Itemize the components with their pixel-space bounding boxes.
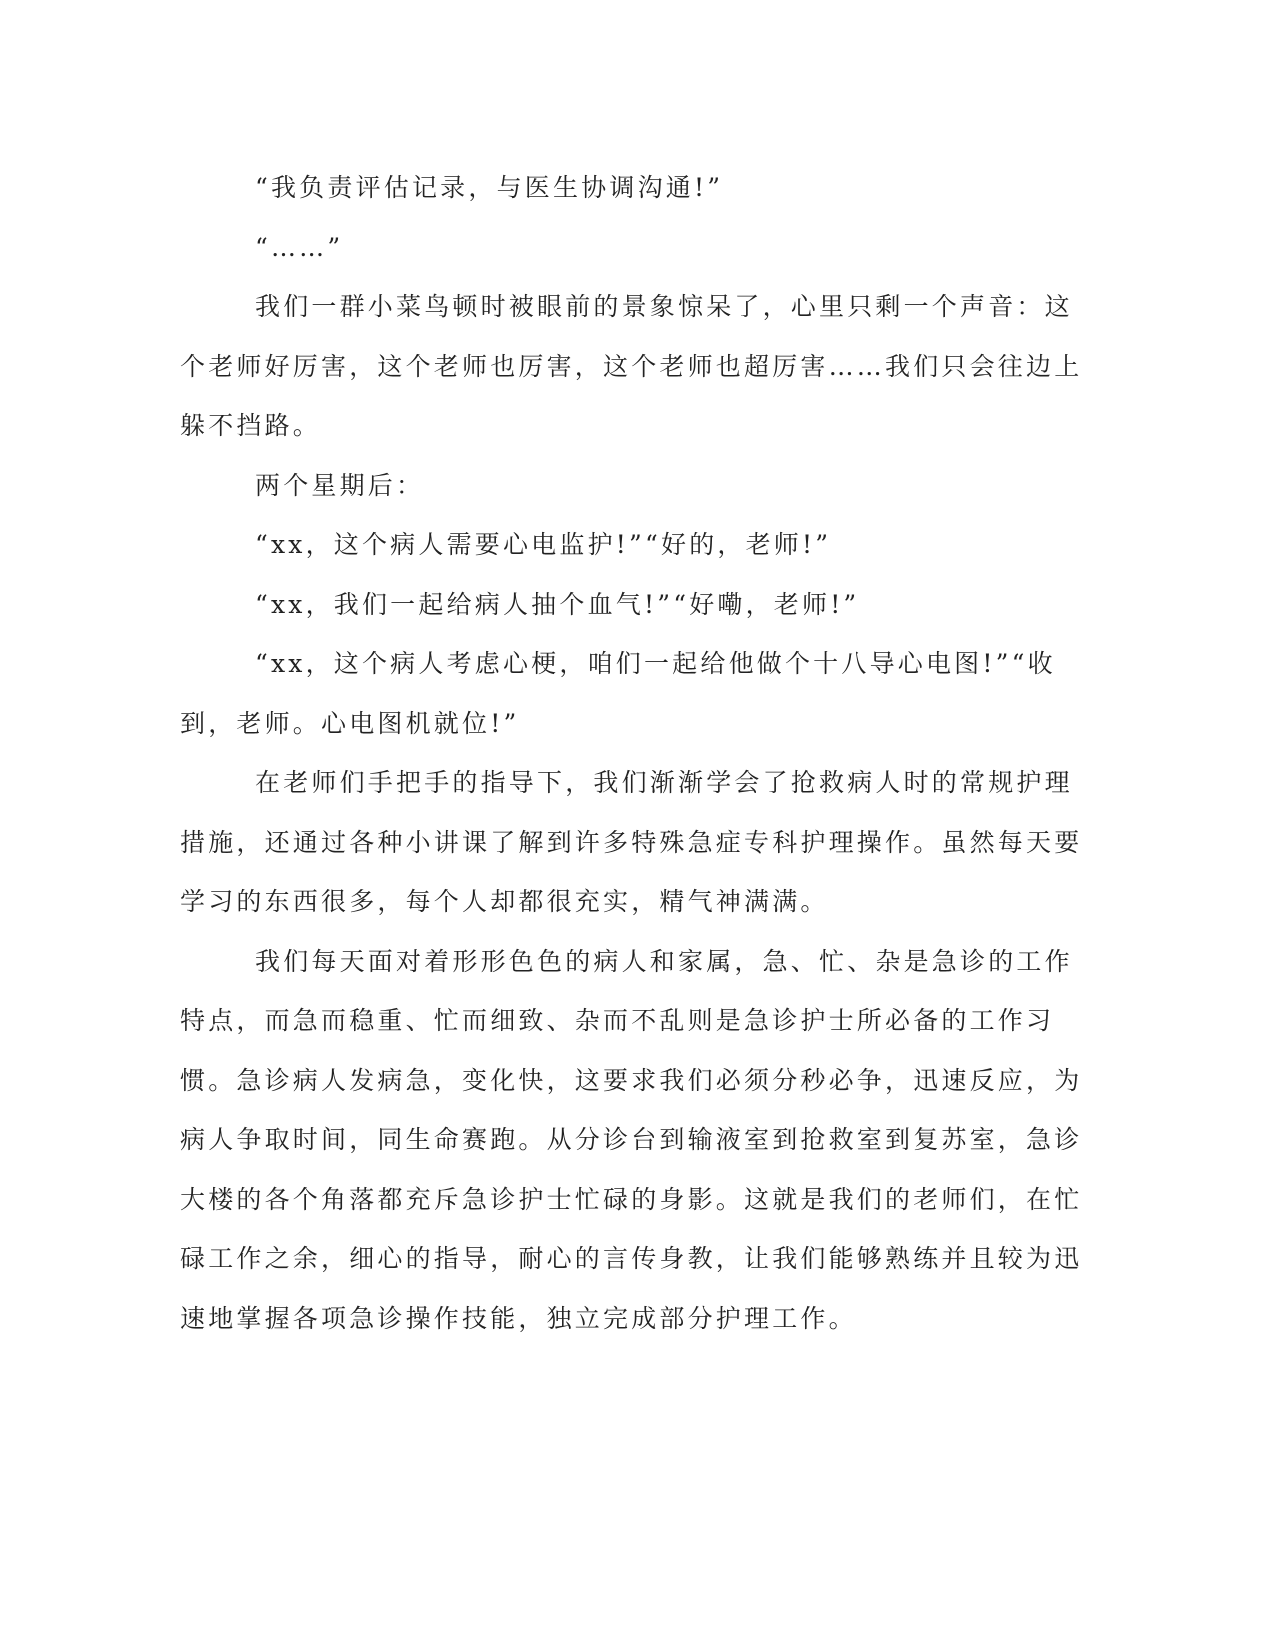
paragraph-emergency-work: 我们每天面对着形形色色的病人和家属，急、忙、杂是急诊的工作特点，而急而稳重、忙而细致、杂而不乱则是急诊护士所必备的工作习惯。急诊病人发病急，变化快，这要求我们必须分秒必争，迅速反应，为病人争取时间，同生命赛跑。从分诊台到输液室到抢救室到复苏室，急诊大楼的各个角落都充斥急诊护士忙碌的身影。这就是我们的老师们，在忙碌工作之余，细心的指导，耐心的言传身教，让我们能够熟练并且较为迅速地掌握各项急诊操作技能，独立完成部分护理工作。 bbox=[180, 946, 1083, 1333]
document-body bbox=[180, 158, 1100, 1348]
paragraph-teacher-guidance: 在老师们手把手的指导下，我们渐渐学会了抢救病人时的常规护理措施，还通过各种小讲课了解到许多特殊急症专科护理操作。虽然每天要学习的东西很多，每个人却都很充实，精气神满满。 bbox=[180, 768, 1083, 916]
paragraph-two-weeks-later: 两个星期后： bbox=[255, 470, 425, 500]
paragraph-quote-assessment: “我负责评估记录，与医生协调沟通!” bbox=[255, 173, 724, 202]
paragraph-dialogue-ecg-monitor: “xx，这个病人需要心电监护!”“好的，老师!” bbox=[255, 530, 832, 559]
paragraph-quote-ellipsis: “……” bbox=[255, 232, 344, 262]
paragraph-dialogue-18-lead-ecg: “xx，这个病人考虑心梗，咱们一起给他做个十八导心电图!”“收到，老师。心电图机就位!” bbox=[180, 649, 1056, 738]
paragraph-newbies-amazed: 我们一群小菜鸟顿时被眼前的景象惊呆了，心里只剩一个声音：这个老师好厉害，这个老师也厉害，这个老师也超厉害……我们只会往边上躲不挡路。 bbox=[180, 292, 1083, 440]
paragraph-dialogue-blood-gas: “xx，我们一起给病人抽个血气!”“好嘞，老师!” bbox=[255, 589, 860, 619]
